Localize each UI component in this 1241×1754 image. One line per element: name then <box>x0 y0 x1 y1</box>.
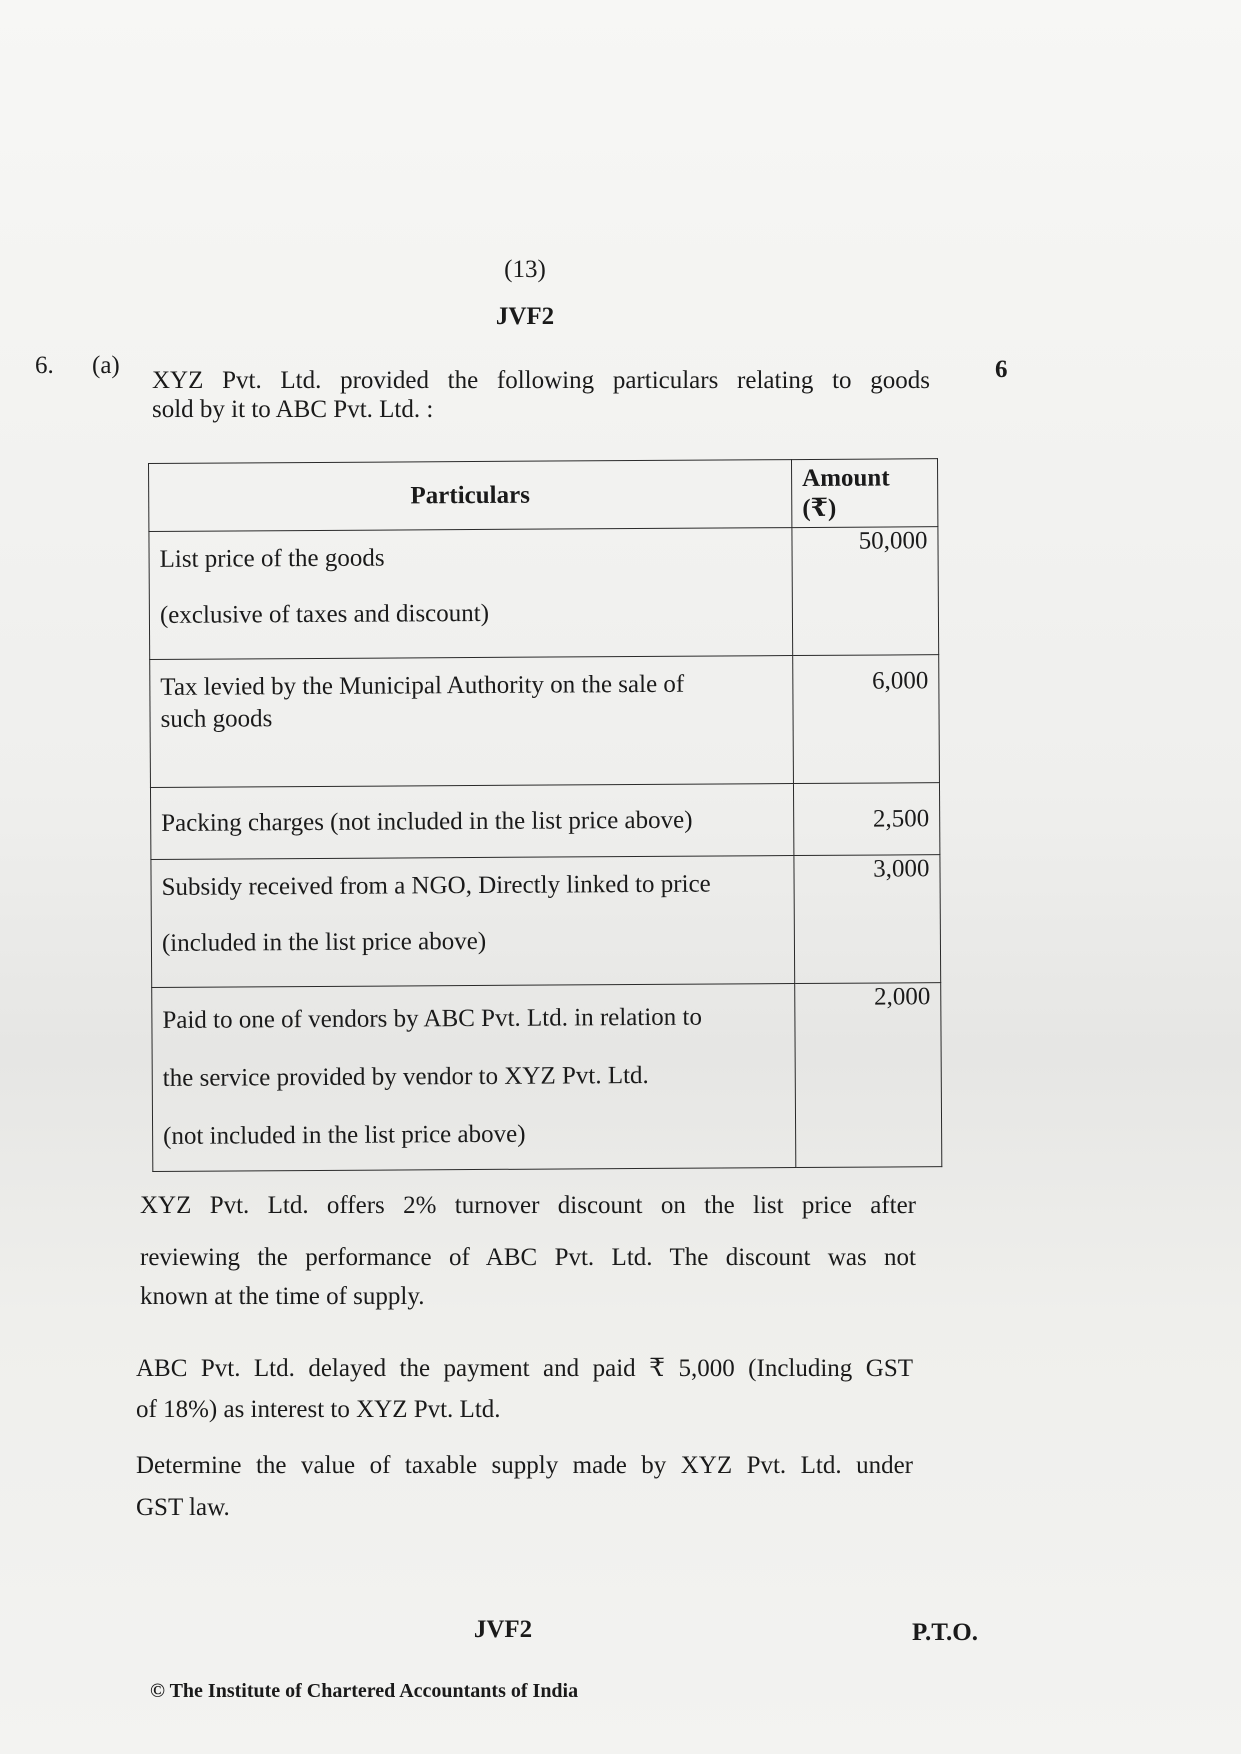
table-row <box>151 855 941 988</box>
table-row <box>150 655 940 788</box>
table-header-row <box>149 459 938 532</box>
table-row <box>149 527 939 660</box>
paper-code-header: JVF2 <box>495 303 555 330</box>
particular-text: (exclusive of taxes and discount) <box>159 599 490 629</box>
particulars-header: Particulars <box>149 460 792 532</box>
interest-paragraph-line2: of 18%) as interest to XYZ Pvt. Ltd. <box>136 1396 501 1423</box>
question-number: 6. <box>35 352 54 379</box>
particular-text: such goods <box>160 705 273 733</box>
question-part: (a) <box>92 352 120 379</box>
discount-paragraph-line2: reviewing the performance of ABC Pvt. Ltd. The discount was not <box>140 1244 916 1271</box>
discount-paragraph-line3: known at the time of supply. <box>140 1283 425 1310</box>
amount-cell: 2,500 <box>793 783 939 856</box>
particular-cell <box>150 784 793 860</box>
particular-text: (included in the list price above) <box>161 927 487 957</box>
question-prompt-line1: Determine the value of taxable supply made by XYZ Pvt. Ltd. under <box>136 1452 913 1479</box>
amount-cell: 3,000 <box>794 855 941 984</box>
particular-text: Packing charges (not included in the list price above) <box>161 806 693 837</box>
particular-cell <box>149 528 793 660</box>
table-row <box>150 783 939 860</box>
interest-paragraph-line1: ABC Pvt. Ltd. delayed the payment and paid ₹ 5,000 (Including GST <box>136 1355 913 1382</box>
question-marks: 6 <box>995 356 1008 383</box>
question-intro-line2: sold by it to ABC Pvt. Ltd. : <box>152 396 434 423</box>
particular-cell <box>152 984 796 1172</box>
particular-text: Subsidy received from a NGO, Directly linked to price <box>161 870 711 901</box>
copyright-notice: © The Institute of Chartered Accountants of India <box>150 1680 579 1702</box>
amount-header: Amount (₹) <box>791 459 937 528</box>
particulars-table <box>148 458 942 1172</box>
amount-cell: 2,000 <box>795 983 942 1168</box>
particular-text: Paid to one of vendors by ABC Pvt. Ltd. in relation to <box>162 1003 703 1034</box>
pto-label: P.T.O. <box>912 1619 978 1646</box>
particular-cell <box>150 656 794 788</box>
page-number: (13) <box>504 256 546 283</box>
question-intro-line1: XYZ Pvt. Ltd. provided the following particulars relating to goods <box>152 367 930 394</box>
question-prompt-line2: GST law. <box>136 1494 230 1521</box>
table-row <box>152 983 942 1172</box>
amount-cell: 6,000 <box>793 655 940 784</box>
particular-text: List price of the goods <box>159 544 385 573</box>
particular-cell <box>151 856 795 988</box>
discount-paragraph-line1: XYZ Pvt. Ltd. offers 2% turnover discount on the list price after <box>140 1192 916 1219</box>
paper-code-footer: JVF2 <box>473 1616 533 1643</box>
particular-text: the service provided by vendor to XYZ Pvt. Ltd. <box>162 1061 649 1092</box>
amount-cell: 50,000 <box>792 527 939 656</box>
particular-text: Tax levied by the Municipal Authority on the sale of <box>160 670 685 701</box>
particular-text: (not included in the list price above) <box>163 1120 526 1150</box>
